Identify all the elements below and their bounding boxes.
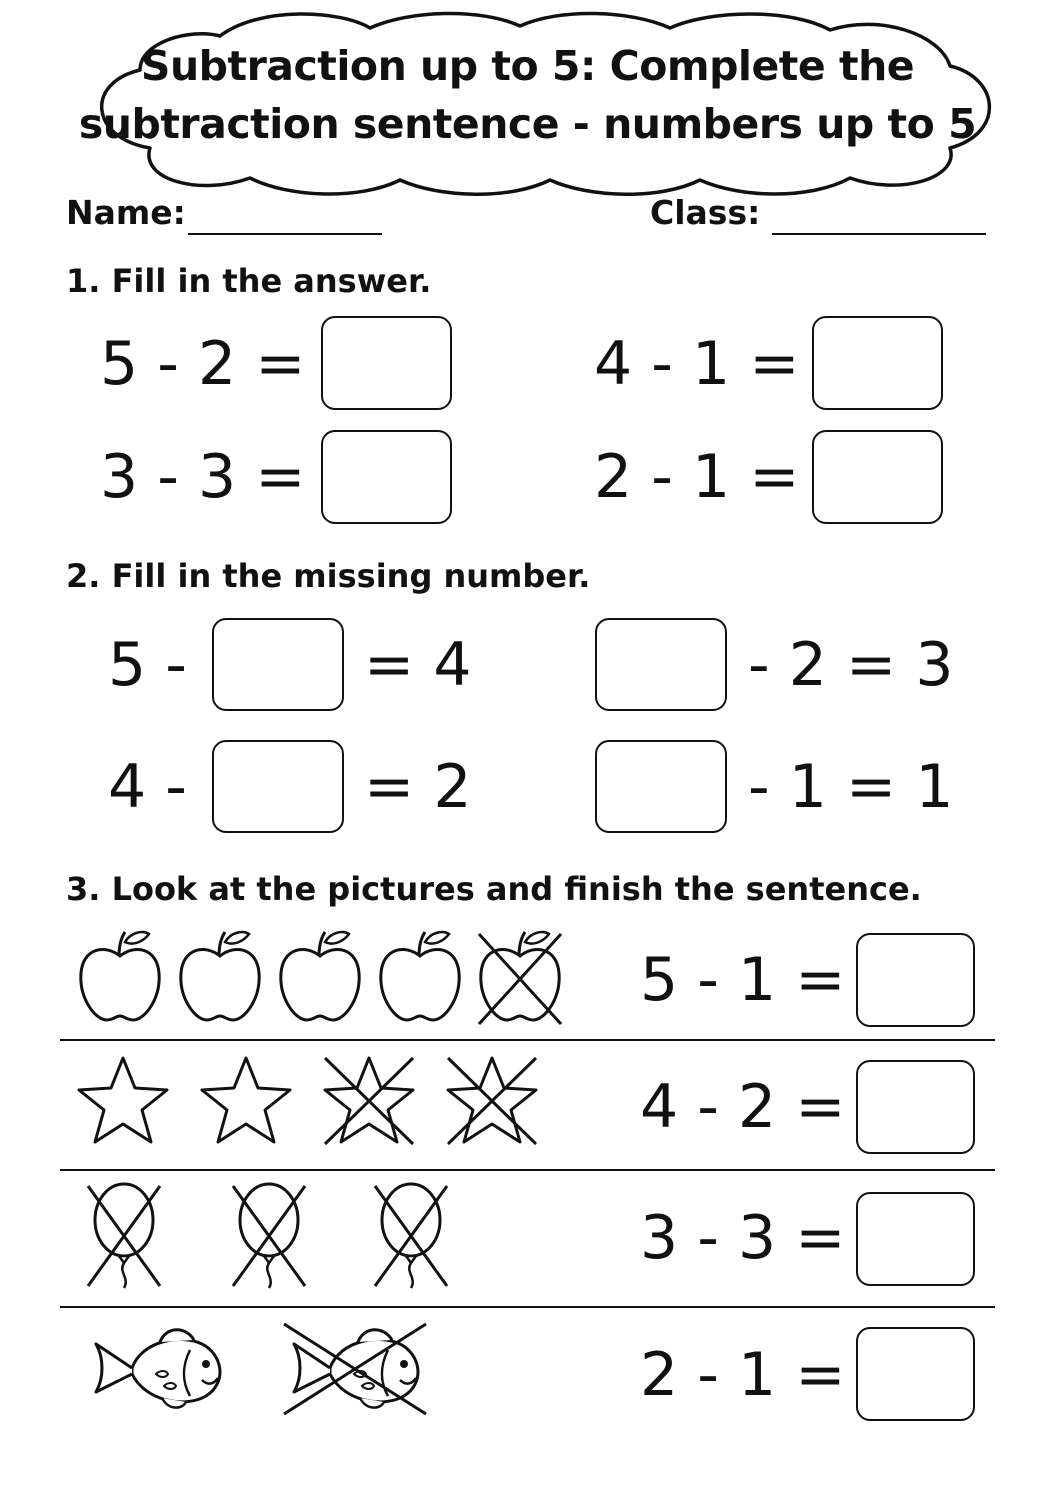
s2-problem-4-missing-box[interactable] xyxy=(595,740,727,833)
s1-problem-3-answer-box[interactable] xyxy=(321,430,452,524)
class-label: Class: xyxy=(650,193,761,232)
star-icon xyxy=(75,1052,171,1148)
s2-problem-1-before: 5 - xyxy=(108,630,187,700)
star-icon xyxy=(321,1052,417,1148)
title-line-1: Subtraction up to 5: Complete the xyxy=(140,42,915,90)
section-3-heading: 3. Look at the pictures and finish the sentence. xyxy=(66,870,922,908)
s1-problem-2-answer-box[interactable] xyxy=(812,316,943,410)
s2-problem-4-after: - 1 = 1 xyxy=(748,752,954,822)
s1-problem-3-expression: 3 - 3 = xyxy=(100,442,306,512)
s2-problem-2-after: - 2 = 3 xyxy=(748,630,954,700)
row-divider xyxy=(60,1306,995,1308)
s1-problem-1-answer-box[interactable] xyxy=(321,316,452,410)
name-field[interactable] xyxy=(188,233,382,235)
apple-icon xyxy=(75,928,165,1028)
fish-icon xyxy=(82,1318,232,1418)
s3-row-4-expression: 2 - 1 = xyxy=(640,1340,846,1410)
s3-row-1-expression: 5 - 1 = xyxy=(640,945,846,1015)
title-line-2: subtraction sentence - numbers up to 5 xyxy=(78,100,977,148)
row-divider xyxy=(60,1169,995,1171)
fish-icon xyxy=(280,1318,430,1418)
s2-problem-3-after: = 2 xyxy=(364,752,472,822)
s1-problem-2-expression: 4 - 1 = xyxy=(594,329,800,399)
name-label: Name: xyxy=(66,193,186,232)
balloon-icon xyxy=(229,1180,309,1290)
star-icon xyxy=(444,1052,540,1148)
s1-problem-4-expression: 2 - 1 = xyxy=(594,442,800,512)
s2-problem-1-missing-box[interactable] xyxy=(212,618,344,711)
s1-problem-4-answer-box[interactable] xyxy=(812,430,943,524)
s3-row-3-answer-box[interactable] xyxy=(856,1192,975,1286)
section-2-heading: 2. Fill in the missing number. xyxy=(66,557,591,595)
apple-icon xyxy=(275,928,365,1028)
balloon-icon xyxy=(84,1180,164,1290)
apple-icon xyxy=(475,928,565,1028)
s3-row-2-answer-box[interactable] xyxy=(856,1060,975,1154)
s3-row-2-expression: 4 - 2 = xyxy=(640,1072,846,1142)
s2-problem-3-before: 4 - xyxy=(108,752,187,822)
s3-row-1-answer-box[interactable] xyxy=(856,933,975,1027)
s2-problem-3-missing-box[interactable] xyxy=(212,740,344,833)
s2-problem-1-after: = 4 xyxy=(364,630,472,700)
star-icon xyxy=(198,1052,294,1148)
section-1-heading: 1. Fill in the answer. xyxy=(66,262,432,300)
row-divider xyxy=(60,1039,995,1041)
class-field[interactable] xyxy=(772,233,986,235)
s3-row-4-answer-box[interactable] xyxy=(856,1327,975,1421)
apple-icon xyxy=(175,928,265,1028)
s1-problem-1-expression: 5 - 2 = xyxy=(100,329,306,399)
s3-row-3-expression: 3 - 3 = xyxy=(640,1203,846,1273)
apple-icon xyxy=(375,928,465,1028)
s2-problem-2-missing-box[interactable] xyxy=(595,618,727,711)
balloon-icon xyxy=(371,1180,451,1290)
